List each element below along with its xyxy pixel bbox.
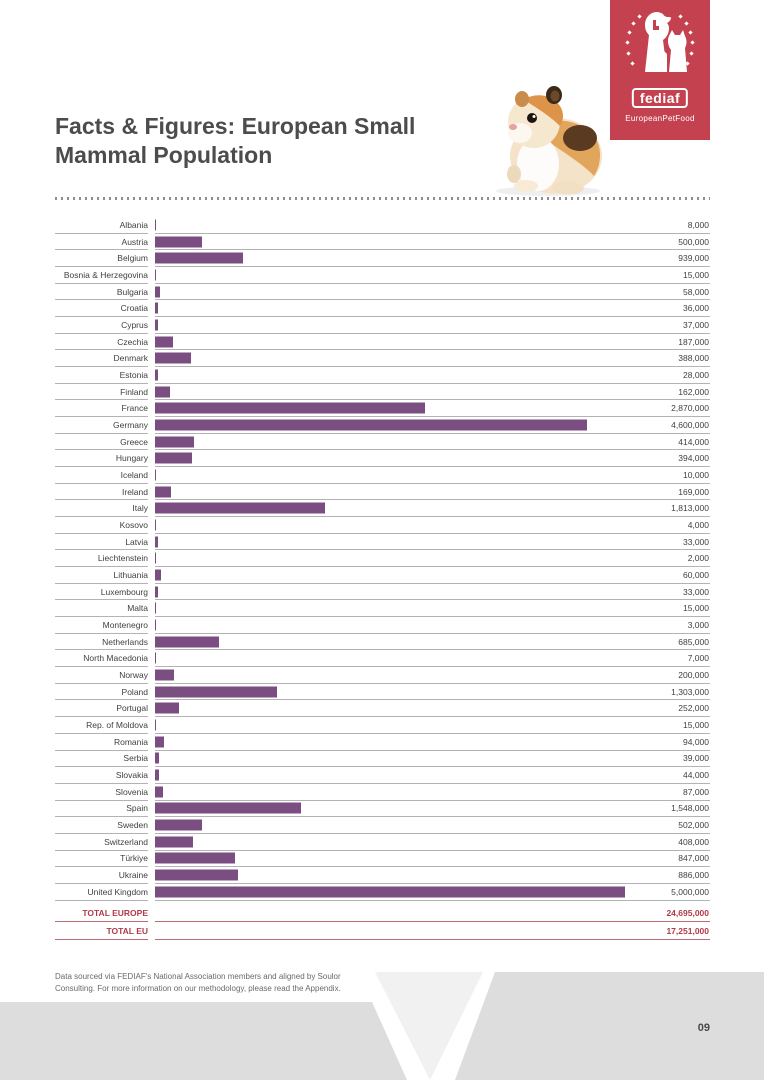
chart-row xyxy=(55,684,710,701)
axis-gap xyxy=(148,284,155,301)
country-label: Norway xyxy=(55,667,148,684)
axis-gap xyxy=(148,417,155,434)
population-bar xyxy=(155,669,174,680)
axis-gap xyxy=(148,300,155,317)
chart-row xyxy=(55,267,710,284)
bar-track xyxy=(155,834,710,851)
bar-track xyxy=(155,851,710,868)
source-footnote-line2: Consulting. For more information on our methodology, please read the Appendix. xyxy=(55,983,341,993)
population-bar xyxy=(155,536,158,547)
axis-gap xyxy=(148,550,155,567)
population-bar xyxy=(155,319,158,330)
fediaf-wordmark-box xyxy=(632,88,688,108)
country-label: France xyxy=(55,400,148,417)
population-bar xyxy=(155,303,158,314)
axis-gap xyxy=(148,817,155,834)
population-value: 1,303,000 xyxy=(671,686,709,697)
population-bar xyxy=(155,453,192,464)
chart-rows xyxy=(55,217,710,901)
small-mammal-population-chart xyxy=(55,217,710,940)
population-value: 388,000 xyxy=(678,353,709,364)
bar-track xyxy=(155,267,710,284)
population-bar xyxy=(155,286,160,297)
population-bar xyxy=(155,236,202,247)
country-label: Liechtenstein xyxy=(55,550,148,567)
axis-gap xyxy=(148,217,155,234)
country-label: Spain xyxy=(55,801,148,818)
country-label: Greece xyxy=(55,434,148,451)
bar-track xyxy=(155,400,710,417)
population-value: 28,000 xyxy=(683,369,709,380)
bar-track xyxy=(155,784,710,801)
country-label: Switzerland xyxy=(55,834,148,851)
population-value: 500,000 xyxy=(678,236,709,247)
population-value: 2,000 xyxy=(687,553,709,564)
bar-track xyxy=(155,417,710,434)
source-footnote-line1: Data sourced via FEDIAF's National Association members and aligned by Soulor xyxy=(55,972,341,981)
axis-gap xyxy=(148,922,155,939)
bar-track xyxy=(155,450,710,467)
chart-row xyxy=(55,567,710,584)
chart-row xyxy=(55,634,710,651)
chart-totals xyxy=(55,905,710,940)
population-value: 5,000,000 xyxy=(671,886,709,897)
population-value: 33,000 xyxy=(683,586,709,597)
axis-gap xyxy=(148,617,155,634)
axis-gap xyxy=(148,367,155,384)
chart-row xyxy=(55,350,710,367)
population-bar xyxy=(155,569,161,580)
axis-gap xyxy=(148,884,155,901)
population-bar xyxy=(155,253,243,264)
bar-track xyxy=(155,550,710,567)
chart-row xyxy=(55,284,710,301)
fediaf-logo xyxy=(610,0,710,140)
bar-track xyxy=(155,650,710,667)
bar-track xyxy=(155,767,710,784)
bar-track xyxy=(155,884,710,901)
bar-track xyxy=(155,500,710,517)
population-bar xyxy=(155,586,158,597)
country-label: Ireland xyxy=(55,484,148,501)
population-value: 394,000 xyxy=(678,453,709,464)
country-label: Rep. of Moldova xyxy=(55,717,148,734)
country-label: Estonia xyxy=(55,367,148,384)
country-label: Netherlands xyxy=(55,634,148,651)
axis-gap xyxy=(148,434,155,451)
population-value: 1,548,000 xyxy=(671,803,709,814)
chart-row xyxy=(55,717,710,734)
chart-row xyxy=(55,517,710,534)
population-bar xyxy=(155,820,202,831)
bar-track xyxy=(155,534,710,551)
chart-row xyxy=(55,700,710,717)
chart-row xyxy=(55,784,710,801)
chart-row xyxy=(55,801,710,818)
country-label: Austria xyxy=(55,234,148,251)
axis-gap xyxy=(148,851,155,868)
population-bar xyxy=(155,336,173,347)
bar-track xyxy=(155,300,710,317)
country-label: Poland xyxy=(55,684,148,701)
bar-track xyxy=(155,517,710,534)
country-label: Italy xyxy=(55,500,148,517)
bar-track xyxy=(155,717,710,734)
population-bar xyxy=(155,369,158,380)
population-value: 408,000 xyxy=(678,836,709,847)
axis-gap xyxy=(148,384,155,401)
country-label: Iceland xyxy=(55,467,148,484)
chart-row xyxy=(55,767,710,784)
population-bar xyxy=(155,436,194,447)
bar-track xyxy=(155,667,710,684)
population-value: 847,000 xyxy=(678,853,709,864)
population-bar xyxy=(155,736,164,747)
total-track xyxy=(155,905,710,922)
population-value: 502,000 xyxy=(678,820,709,831)
bar-track xyxy=(155,217,710,234)
population-value: 162,000 xyxy=(678,386,709,397)
chart-row xyxy=(55,751,710,768)
total-value: 17,251,000 xyxy=(666,925,709,936)
country-label: Portugal xyxy=(55,700,148,717)
bar-track xyxy=(155,467,710,484)
chart-row xyxy=(55,300,710,317)
population-value: 8,000 xyxy=(687,219,709,230)
population-value: 169,000 xyxy=(678,486,709,497)
population-bar xyxy=(155,770,159,781)
axis-gap xyxy=(148,801,155,818)
population-bar xyxy=(155,353,191,364)
total-track xyxy=(155,922,710,939)
population-value: 2,870,000 xyxy=(671,403,709,414)
axis-gap xyxy=(148,700,155,717)
population-bar xyxy=(155,636,219,647)
bar-track xyxy=(155,234,710,251)
population-bar xyxy=(155,703,179,714)
population-value: 37,000 xyxy=(683,319,709,330)
axis-gap xyxy=(148,784,155,801)
population-value: 10,000 xyxy=(683,469,709,480)
bar-track xyxy=(155,567,710,584)
chart-row xyxy=(55,600,710,617)
axis-gap xyxy=(148,534,155,551)
bar-track xyxy=(155,700,710,717)
population-bar xyxy=(155,503,325,514)
country-label: Latvia xyxy=(55,534,148,551)
axis-gap xyxy=(148,767,155,784)
footer-decoration xyxy=(0,960,764,1080)
chart-row xyxy=(55,467,710,484)
axis-gap xyxy=(148,684,155,701)
chart-row xyxy=(55,317,710,334)
bar-track xyxy=(155,317,710,334)
bar-track xyxy=(155,600,710,617)
country-label: Bosnia & Herzegovina xyxy=(55,267,148,284)
country-label: Kosovo xyxy=(55,517,148,534)
chart-row xyxy=(55,500,710,517)
population-bar xyxy=(155,836,193,847)
country-label: Bulgaria xyxy=(55,284,148,301)
country-label: Albania xyxy=(55,217,148,234)
bar-track xyxy=(155,867,710,884)
population-bar xyxy=(155,870,238,881)
population-value: 44,000 xyxy=(683,770,709,780)
population-value: 4,000 xyxy=(687,519,709,530)
population-value: 87,000 xyxy=(683,786,709,797)
population-bar xyxy=(155,803,301,814)
dog-cat-stars-icon xyxy=(623,10,697,86)
population-value: 187,000 xyxy=(678,336,709,347)
bar-track xyxy=(155,801,710,818)
axis-gap xyxy=(148,250,155,267)
chart-row xyxy=(55,484,710,501)
chart-row xyxy=(55,434,710,451)
population-value: 3,000 xyxy=(687,619,709,630)
bar-track xyxy=(155,350,710,367)
population-value: 15,000 xyxy=(683,269,709,280)
chart-row xyxy=(55,334,710,351)
country-label: Hungary xyxy=(55,450,148,467)
country-label: Slovakia xyxy=(55,767,148,784)
chart-row xyxy=(55,367,710,384)
page-title-line1: Facts & Figures: European Small xyxy=(55,113,416,139)
axis-gap xyxy=(148,467,155,484)
chart-row xyxy=(55,650,710,667)
chart-row xyxy=(55,384,710,401)
country-label: Montenegro xyxy=(55,617,148,634)
bar-track xyxy=(155,367,710,384)
bar-track xyxy=(155,484,710,501)
axis-gap xyxy=(148,234,155,251)
population-value: 94,000 xyxy=(683,736,709,747)
bar-track xyxy=(155,734,710,751)
axis-gap xyxy=(148,867,155,884)
population-bar xyxy=(155,419,587,430)
total-row xyxy=(55,905,710,922)
total-label: TOTAL EUROPE xyxy=(55,905,148,922)
dotted-divider xyxy=(55,197,710,200)
chart-row xyxy=(55,250,710,267)
page-number: 09 xyxy=(697,1022,710,1034)
chart-row xyxy=(55,817,710,834)
axis-gap xyxy=(148,567,155,584)
population-value: 252,000 xyxy=(678,703,709,714)
population-bar xyxy=(155,386,170,397)
bar-track xyxy=(155,684,710,701)
population-value: 200,000 xyxy=(678,669,709,680)
population-bar xyxy=(155,886,625,897)
chart-row xyxy=(55,584,710,601)
population-bar xyxy=(155,486,171,497)
axis-gap xyxy=(148,634,155,651)
chart-row xyxy=(55,234,710,251)
axis-gap xyxy=(148,905,155,922)
chart-row xyxy=(55,834,710,851)
chart-row xyxy=(55,450,710,467)
fediaf-tagline: EuropeanPetFood xyxy=(625,114,695,123)
population-value: 414,000 xyxy=(678,436,709,447)
axis-gap xyxy=(148,834,155,851)
country-label: Türkiye xyxy=(55,851,148,868)
population-bar xyxy=(155,269,156,280)
country-label: Cyprus xyxy=(55,317,148,334)
bar-track xyxy=(155,617,710,634)
axis-gap xyxy=(148,667,155,684)
axis-gap xyxy=(148,517,155,534)
axis-gap xyxy=(148,650,155,667)
chart-row xyxy=(55,400,710,417)
page-title xyxy=(55,112,475,170)
population-bar xyxy=(155,853,235,864)
population-bar xyxy=(155,753,159,764)
population-value: 39,000 xyxy=(683,753,709,764)
fediaf-wordmark: fediaf xyxy=(639,90,681,106)
axis-gap xyxy=(148,334,155,351)
country-label: Belgium xyxy=(55,250,148,267)
country-label: Germany xyxy=(55,417,148,434)
population-value: 685,000 xyxy=(678,636,709,647)
country-label: Luxembourg xyxy=(55,584,148,601)
population-bar xyxy=(155,603,156,614)
population-value: 36,000 xyxy=(683,303,709,314)
page-title-line2: Mammal Population xyxy=(55,142,273,168)
axis-gap xyxy=(148,584,155,601)
population-value: 7,000 xyxy=(687,653,709,664)
bar-track xyxy=(155,284,710,301)
population-value: 939,000 xyxy=(678,253,709,264)
population-value: 33,000 xyxy=(683,536,709,547)
axis-gap xyxy=(148,317,155,334)
axis-gap xyxy=(148,751,155,768)
axis-gap xyxy=(148,500,155,517)
country-label: Croatia xyxy=(55,300,148,317)
bar-track xyxy=(155,250,710,267)
population-value: 60,000 xyxy=(683,569,709,580)
country-label: Lithuania xyxy=(55,567,148,584)
country-label: Ukraine xyxy=(55,867,148,884)
bar-track xyxy=(155,634,710,651)
axis-gap xyxy=(148,717,155,734)
total-row xyxy=(55,922,710,939)
bar-track xyxy=(155,334,710,351)
chart-row xyxy=(55,617,710,634)
chart-row xyxy=(55,734,710,751)
bar-track xyxy=(155,817,710,834)
bar-track xyxy=(155,584,710,601)
axis-gap xyxy=(148,484,155,501)
axis-gap xyxy=(148,267,155,284)
bar-track xyxy=(155,751,710,768)
population-bar xyxy=(155,653,156,664)
population-value: 1,813,000 xyxy=(671,503,709,514)
axis-gap xyxy=(148,734,155,751)
country-label: Sweden xyxy=(55,817,148,834)
bar-track xyxy=(155,384,710,401)
total-value: 24,695,000 xyxy=(666,908,709,919)
country-label: Slovenia xyxy=(55,784,148,801)
chart-row xyxy=(55,417,710,434)
chart-row xyxy=(55,667,710,684)
population-bar xyxy=(155,469,156,480)
population-bar xyxy=(155,403,425,414)
population-bar xyxy=(155,719,156,730)
country-label: United Kingdom xyxy=(55,884,148,901)
hamster-photo xyxy=(476,78,616,198)
population-bar xyxy=(155,219,156,230)
total-label: TOTAL EU xyxy=(55,922,148,939)
country-label: North Macedonia xyxy=(55,650,148,667)
chart-row xyxy=(55,867,710,884)
country-label: Czechia xyxy=(55,334,148,351)
population-value: 15,000 xyxy=(683,603,709,614)
country-label: Finland xyxy=(55,384,148,401)
country-label: Denmark xyxy=(55,350,148,367)
axis-gap xyxy=(148,450,155,467)
axis-gap xyxy=(148,350,155,367)
axis-gap xyxy=(148,400,155,417)
axis-gap xyxy=(148,600,155,617)
population-value: 15,000 xyxy=(683,719,709,730)
population-bar xyxy=(155,686,277,697)
chart-row xyxy=(55,884,710,901)
country-label: Romania xyxy=(55,734,148,751)
population-value: 4,600,000 xyxy=(671,419,709,430)
population-value: 58,000 xyxy=(683,286,709,297)
population-bar xyxy=(155,786,163,797)
chart-row xyxy=(55,851,710,868)
population-value: 886,000 xyxy=(678,870,709,881)
country-label: Malta xyxy=(55,600,148,617)
chart-row xyxy=(55,217,710,234)
chart-row xyxy=(55,534,710,551)
country-label: Serbia xyxy=(55,751,148,768)
chart-row xyxy=(55,550,710,567)
bar-track xyxy=(155,434,710,451)
